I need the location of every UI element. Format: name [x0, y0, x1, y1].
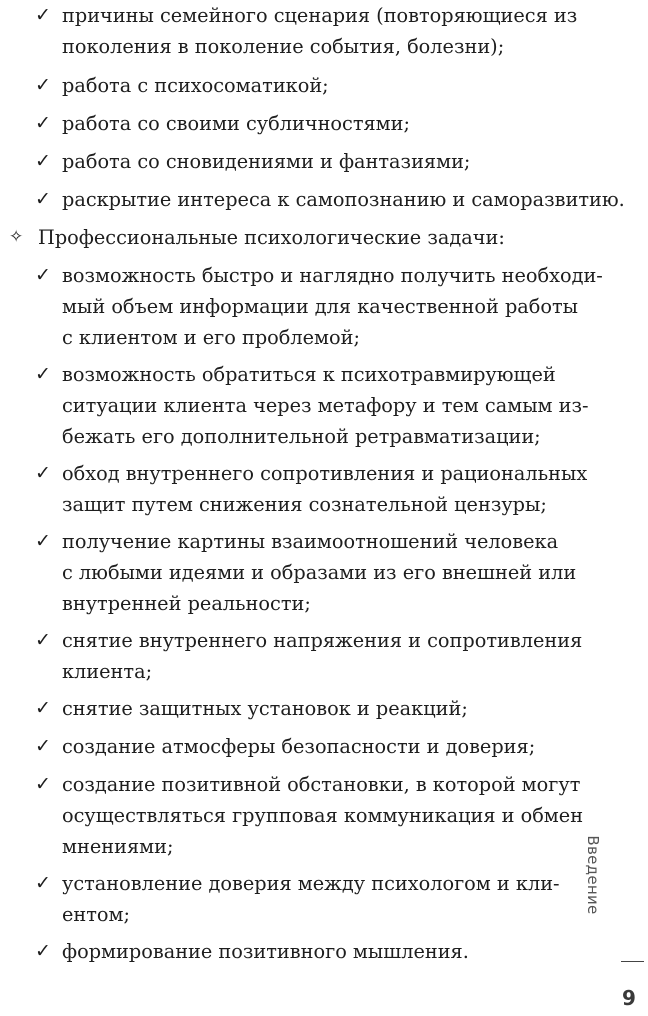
- list-item-line: мый объем информации для качественной работы: [62, 295, 579, 318]
- list-item-line: обход внутреннего сопротивления и рациональных: [62, 462, 588, 485]
- check-icon: ✓: [35, 74, 51, 96]
- list-item-line: работа со своими субличностями;: [62, 112, 411, 135]
- check-icon: ✓: [35, 629, 51, 651]
- check-icon: ✓: [35, 530, 51, 552]
- check-icon: ✓: [35, 150, 51, 172]
- page-number: 9: [622, 986, 636, 1010]
- list-item-line: мнениями;: [62, 835, 174, 858]
- section-label: Введение: [584, 835, 602, 915]
- check-icon: ✓: [35, 188, 51, 210]
- list-item-line: создание позитивной обстановки, в которой могут: [62, 773, 581, 796]
- list-item-line: с любыми идеями и образами из его внешней или: [62, 561, 577, 584]
- list-item-line: снятие внутреннего напряжения и сопротивления: [62, 629, 583, 652]
- list-item-line: защит путем снижения сознательной цензуры;: [62, 493, 547, 516]
- list-item-line: возможность обратиться к психотравмирующей: [62, 363, 556, 386]
- list-item-line: с клиентом и его проблемой;: [62, 326, 360, 349]
- check-icon: ✓: [35, 735, 51, 757]
- list-item-line: причины семейного сценария (повторяющиеся из: [62, 4, 578, 27]
- check-icon: ✓: [35, 697, 51, 719]
- check-icon: ✓: [35, 462, 51, 484]
- check-icon: ✓: [35, 773, 51, 795]
- list-item-line: установление доверия между психологом и кли-: [62, 872, 560, 895]
- list-item-line: раскрытие интереса к самопознанию и саморазвитию.: [62, 188, 625, 211]
- list-item-line: возможность быстро и наглядно получить необходи-: [62, 264, 603, 287]
- list-item-line: поколения в поколение события, болезни);: [62, 35, 505, 58]
- check-icon: ✓: [35, 363, 51, 385]
- check-icon: ✓: [35, 872, 51, 894]
- list-item-line: осуществляться групповая коммуникация и обмен: [62, 804, 584, 827]
- list-item-line: формирование позитивного мышления.: [62, 940, 469, 963]
- list-item-line: работа с психосоматикой;: [62, 74, 329, 97]
- list-item-line: клиента;: [62, 660, 153, 683]
- check-icon: ✓: [35, 4, 51, 26]
- list-item-line: снятие защитных установок и реакций;: [62, 697, 468, 720]
- list-item-line: ситуации клиента через метафору и тем самым из-: [62, 394, 589, 417]
- list-item-line: работа со сновидениями и фантазиями;: [62, 150, 471, 173]
- list-item-line: внутренней реальности;: [62, 592, 311, 615]
- footer-rule: [621, 961, 644, 962]
- list-item-line: создание атмосферы безопасности и доверия;: [62, 735, 536, 758]
- check-icon: ✓: [35, 940, 51, 962]
- list-item-line: получение картины взаимоотношений человека: [62, 530, 559, 553]
- check-icon: ✓: [35, 264, 51, 286]
- four-point-star-icon: ✧: [9, 227, 24, 247]
- list-item-line: бежать его дополнительной ретравматизации;: [62, 425, 541, 448]
- list-item-line: Профессиональные психологические задачи:: [38, 226, 505, 249]
- list-item-line: ентом;: [62, 903, 131, 926]
- check-icon: ✓: [35, 112, 51, 134]
